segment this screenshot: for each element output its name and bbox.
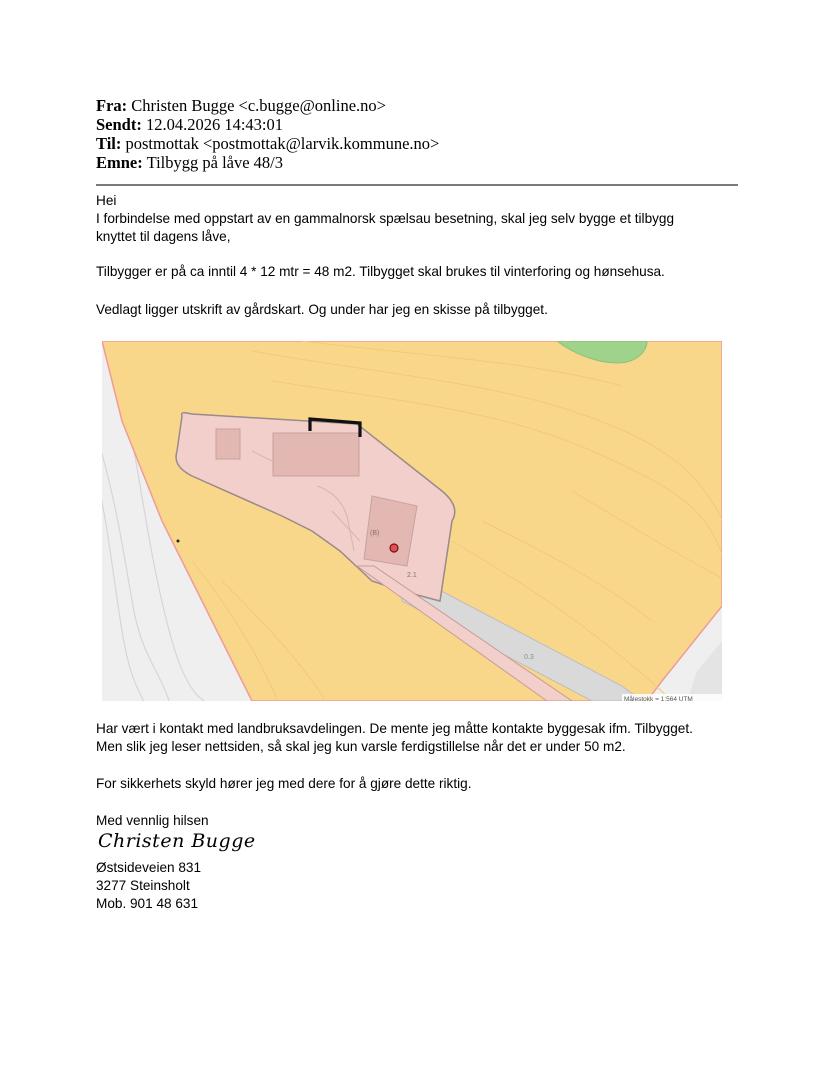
location-marker bbox=[390, 544, 398, 552]
email-header bbox=[96, 96, 439, 172]
greeting: Hei bbox=[96, 193, 117, 208]
paragraph-1-line-1: I forbindelse med oppstart av en gammalnorsk spælsau besetning, skal jeg selv bygge et tilbygg bbox=[96, 211, 675, 226]
subject-label: Emne: bbox=[96, 153, 143, 172]
handwritten-signature: Christen Bugge bbox=[98, 830, 256, 852]
message-intro bbox=[96, 192, 746, 246]
paragraph-4-line-1: Har vært i kontakt med landbruksavdelingen. De mente jeg måtte kontakte byggesak ifm. Tilbygget. bbox=[96, 721, 693, 736]
paragraph-5: For sikkerhets skyld hører jeg med dere for å gjøre dette riktig. bbox=[96, 776, 472, 791]
parcel-label: 2.1 bbox=[407, 572, 417, 579]
header-divider bbox=[96, 184, 738, 186]
phone-number: Mob. 901 48 631 bbox=[96, 896, 199, 911]
sent-row bbox=[96, 115, 439, 134]
paragraph-1-line-2: knyttet til dagens låve, bbox=[96, 229, 231, 244]
paragraph-3: Vedlagt ligger utskrift av gårdskart. Og under har jeg en skisse på tilbygget. bbox=[96, 302, 548, 317]
paragraph-4-line-2: Men slik jeg leser nettsiden, så skal jeg kun varsle ferdigstillelse når det er under 50 m2. bbox=[96, 739, 626, 754]
sent-value: 12.04.2026 14:43:01 bbox=[145, 115, 284, 134]
to-row bbox=[96, 134, 439, 153]
building-label: (B) bbox=[370, 530, 380, 537]
subject-value: Tilbygg på låve 48/3 bbox=[146, 153, 284, 172]
building-small bbox=[216, 429, 240, 459]
to-label: Til: bbox=[96, 134, 122, 153]
signature-block bbox=[96, 859, 746, 913]
road-label: 0.3 bbox=[524, 654, 534, 661]
paragraph-4 bbox=[96, 720, 746, 756]
barn-building bbox=[273, 433, 359, 476]
map-scale: Målestokk = 1:564 UTM bbox=[624, 696, 693, 701]
from-row bbox=[96, 96, 439, 115]
paragraph-2: Tilbygger er på ca inntil 4 * 12 mtr = 48 m2. Tilbygget skal brukes til vinterforing og hønsehusa. bbox=[96, 264, 665, 279]
sent-label: Sendt: bbox=[96, 115, 142, 134]
from-label: Fra: bbox=[96, 96, 128, 115]
farm-map-image bbox=[102, 341, 722, 701]
address-line-2: 3277 Steinsholt bbox=[96, 878, 190, 893]
to-value: postmottak <postmottak@larvik.kommune.no> bbox=[125, 134, 440, 153]
subject-row bbox=[96, 153, 439, 172]
from-value: Christen Bugge <c.bugge@online.no> bbox=[131, 96, 386, 115]
address-line-1: Østsideveien 831 bbox=[96, 860, 202, 875]
closing: Med vennlig hilsen bbox=[96, 813, 209, 828]
